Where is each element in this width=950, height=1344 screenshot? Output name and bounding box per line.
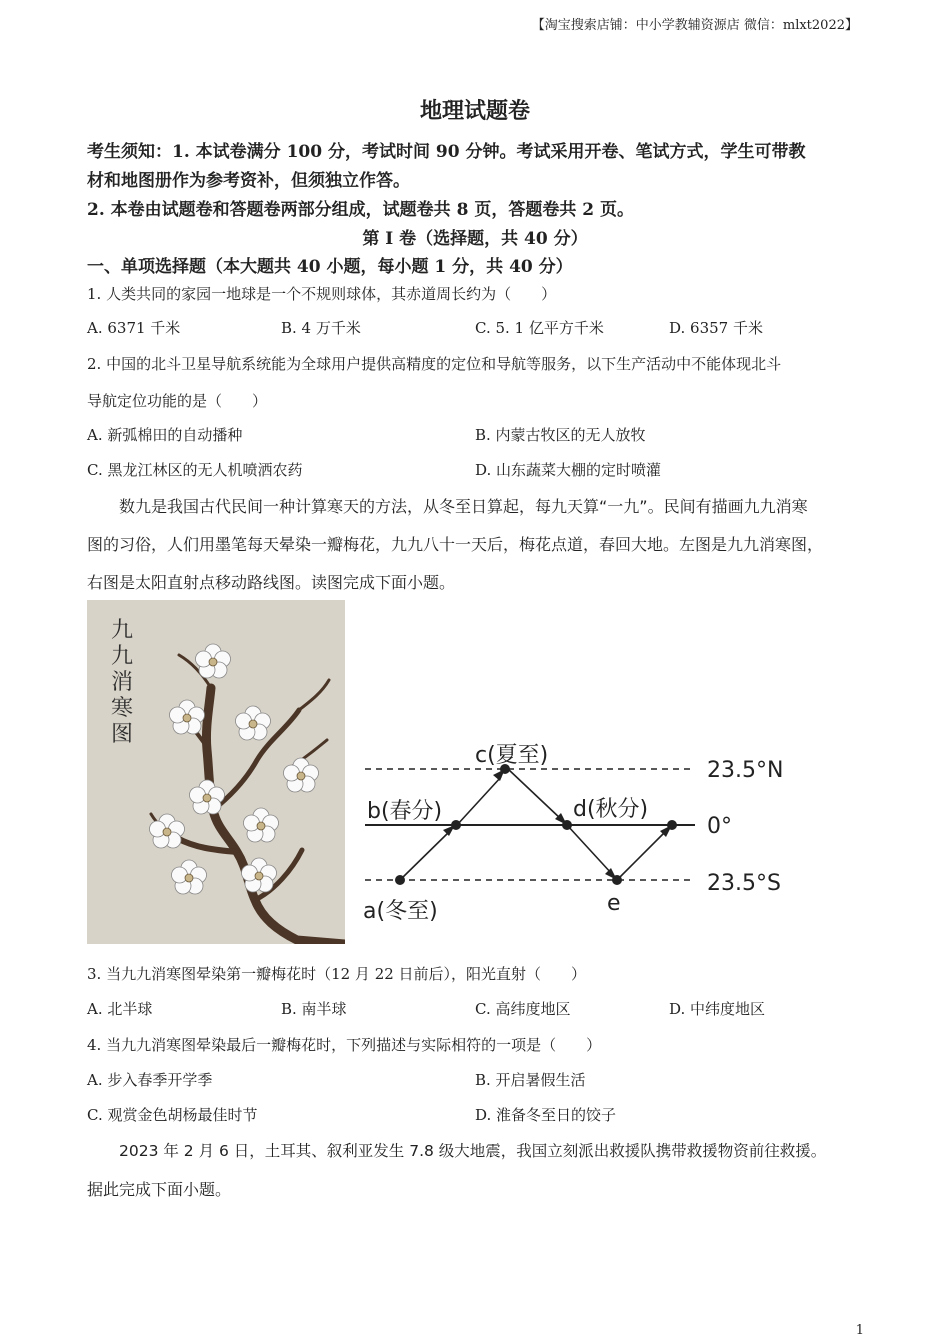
passage-2-line-1: 2023 年 2 月 6 日，土耳其、叙利亚发生 7.8 级大地震，我国立刻派出救援队携带救援物资前往救援。: [119, 1142, 827, 1160]
page-title: 地理试题卷: [419, 98, 530, 124]
path-d-to-e: [567, 825, 612, 874]
volume-heading: 第 I 卷（选择题，共 40 分）: [362, 229, 588, 249]
question-2-stem-line-2: 导航定位功能的是（ ）: [87, 392, 268, 410]
passage-1-line-3: 右图是太阳直射点移动路线图。读图完成下面小题。: [87, 573, 456, 592]
caption-char: 图: [111, 722, 134, 747]
caption-char: 九: [111, 644, 134, 669]
point-a: [395, 875, 405, 885]
path-a-to-b: [400, 830, 451, 880]
label-d-autumn-equinox: d(秋分): [573, 797, 649, 822]
q4-option-c: C. 观赏金色胡杨最佳时节: [87, 1106, 258, 1124]
caption-char: 消: [111, 670, 134, 695]
q2-option-a: A. 新弧棉田的自动播种: [87, 426, 243, 444]
q2-option-d: D. 山东蔬菜大棚的定时喷灌: [475, 461, 662, 479]
caption-char: 寒: [111, 696, 134, 721]
plum-blossom-figure: [87, 600, 345, 944]
path-b-to-c: [457, 777, 501, 825]
q1-option-b: B. 4 万千米: [281, 319, 361, 337]
q4-option-b: B. 开启暑假生活: [475, 1071, 586, 1089]
sun-direct-point-diagram: [355, 720, 815, 950]
point-d: [562, 820, 572, 830]
point-e: [612, 875, 622, 885]
notice-line-2: 材和地图册作为参考资补，但须独立作答。: [87, 171, 410, 191]
label-23-5-s: 23.5°S: [707, 871, 781, 896]
notice-line-3: 2. 本卷由试题卷和答题卷两部分组成，试题卷共 8 页，答题卷共 2 页。: [87, 200, 634, 220]
label-a-winter-solstice: a(冬至): [363, 899, 438, 924]
passage-1-line-1: 数九是我国古代民间一种计算寒天的方法，从冬至日算起，每九天算“一九”。民间有描画九九消寒: [119, 497, 808, 516]
point-end: [667, 820, 677, 830]
q1-option-d: D. 6357 千米: [669, 319, 763, 337]
header-watermark: 【淘宝搜索店铺：中小学教辅资源店 微信：mlxt2022】: [531, 18, 858, 33]
path-c-to-d: [508, 769, 562, 820]
q3-option-d: D. 中纬度地区: [669, 1000, 766, 1018]
point-b: [451, 820, 461, 830]
label-e: e: [607, 891, 621, 916]
q3-option-c: C. 高纬度地区: [475, 1000, 571, 1018]
label-b-spring-equinox: b(春分): [367, 799, 443, 824]
q2-option-c: C. 黑龙江林区的无人机喷洒农药: [87, 461, 303, 479]
q2-option-b: B. 内蒙古牧区的无人放牧: [475, 426, 646, 444]
question-2-stem-line-1: 2. 中国的北斗卫星导航系统能为全球用户提供高精度的定位和导航等服务，以下生产活动中不能体现北斗: [87, 355, 782, 373]
label-equator-0: 0°: [707, 814, 732, 839]
part-heading: 一、单项选择题（本大题共 40 小题，每小题 1 分，共 40 分）: [87, 257, 573, 277]
question-1-stem: 1. 人类共同的家园一地球是一个不规则球体，其赤道周长约为（ ）: [87, 285, 557, 303]
passage-1-line-2: 图的习俗，人们用墨笔每天晕染一瓣梅花，九九八十一天后，梅花点道，春回大地。左图是九九消寒图，: [87, 535, 824, 554]
q4-option-a: A. 步入春季开学季: [87, 1071, 213, 1089]
q1-option-c: C. 5. 1 亿平方千米: [475, 319, 604, 337]
question-4-stem: 4. 当九九消寒图晕染最后一瓣梅花时，下列描述与实际相符的一项是（ ）: [87, 1036, 602, 1054]
question-3-stem: 3. 当九九消寒图晕染第一瓣梅花时（12 月 22 日前后），阳光直射（ ）: [87, 965, 587, 983]
caption-char: 九: [111, 618, 134, 643]
label-23-5-n: 23.5°N: [707, 758, 784, 783]
q4-option-d: D. 淮备冬至日的饺子: [475, 1106, 617, 1124]
q1-option-a: A. 6371 千米: [87, 319, 181, 337]
q3-option-a: A. 北半球: [87, 1000, 153, 1018]
q3-option-b: B. 南半球: [281, 1000, 347, 1018]
passage-2-line-2: 据此完成下面小题。: [87, 1180, 232, 1199]
label-c-summer-solstice: c(夏至): [475, 743, 549, 768]
plum-branch-illustration: [87, 600, 345, 944]
notice-line-1: 考生须知：1. 本试卷满分 100 分，考试时间 90 分钟。考试采用开卷、笔试方式，学生可带教: [87, 142, 806, 162]
page-number: 1: [855, 1323, 864, 1338]
path-e-to-end: [617, 830, 667, 880]
